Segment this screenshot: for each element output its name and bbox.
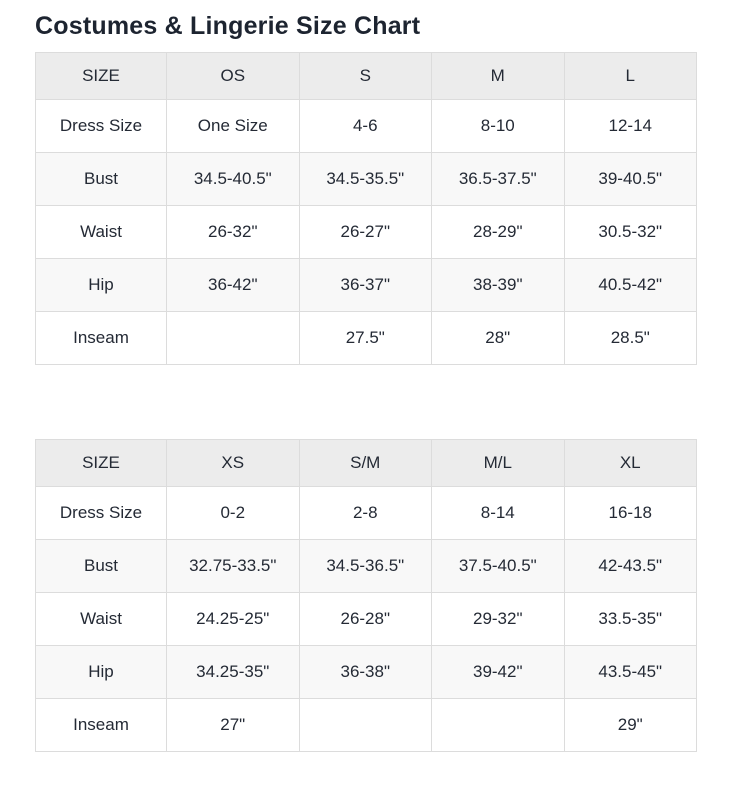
measurement-cell: 42-43.5" [564,540,697,593]
table-row [36,259,697,312]
measurement-cell: 36-38" [299,646,432,699]
column-header: OS [167,53,300,100]
page-title: Costumes & Lingerie Size Chart [35,12,421,40]
table-row [36,699,697,752]
measurement-cell: 40.5-42" [564,259,697,312]
measurement-cell: 36-42" [167,259,300,312]
column-header: S/M [299,440,432,487]
row-label-cell: Inseam [36,312,167,365]
measurement-cell: 12-14 [564,100,697,153]
row-label-cell: Hip [36,259,167,312]
measurement-cell: 30.5-32" [564,206,697,259]
table-header-row [36,53,697,100]
measurement-cell: 34.5-36.5" [299,540,432,593]
measurement-cell: 28-29" [432,206,565,259]
table-row [36,206,697,259]
measurement-cell: 16-18 [564,487,697,540]
measurement-cell: 39-42" [432,646,565,699]
table-row [36,153,697,206]
row-label-cell: Waist [36,593,167,646]
measurement-cell: 4-6 [299,100,432,153]
column-header: M/L [432,440,565,487]
measurement-cell: 36-37" [299,259,432,312]
measurement-cell: 28.5" [564,312,697,365]
measurement-cell [167,312,300,365]
measurement-cell: 27.5" [299,312,432,365]
column-header: SIZE [36,440,167,487]
measurement-cell: One Size [167,100,300,153]
table-header-row [36,440,697,487]
column-header: XS [167,440,300,487]
measurement-cell: 29-32" [432,593,565,646]
measurement-cell: 26-32" [167,206,300,259]
measurement-cell: 34.25-35" [167,646,300,699]
combo-size-chart-table [35,439,697,752]
table-row [36,540,697,593]
measurement-cell: 34.5-35.5" [299,153,432,206]
measurement-cell: 37.5-40.5" [432,540,565,593]
column-header: S [299,53,432,100]
row-label-cell: Inseam [36,699,167,752]
row-label-cell: Waist [36,206,167,259]
table-row [36,100,697,153]
measurement-cell [432,699,565,752]
measurement-cell: 36.5-37.5" [432,153,565,206]
row-label-cell: Dress Size [36,487,167,540]
table-row [36,646,697,699]
measurement-cell: 26-27" [299,206,432,259]
measurement-cell: 0-2 [167,487,300,540]
measurement-cell: 2-8 [299,487,432,540]
measurement-cell: 43.5-45" [564,646,697,699]
table-row [36,312,697,365]
measurement-cell: 33.5-35" [564,593,697,646]
measurement-cell: 34.5-40.5" [167,153,300,206]
table-row [36,487,697,540]
measurement-cell: 32.75-33.5" [167,540,300,593]
measurement-cell: 28" [432,312,565,365]
standard-size-chart-table [35,52,697,365]
column-header: L [564,53,697,100]
table-row [36,593,697,646]
measurement-cell [299,699,432,752]
row-label-cell: Bust [36,153,167,206]
measurement-cell: 8-14 [432,487,565,540]
column-header: XL [564,440,697,487]
measurement-cell: 27" [167,699,300,752]
measurement-cell: 8-10 [432,100,565,153]
measurement-cell: 39-40.5" [564,153,697,206]
column-header: SIZE [36,53,167,100]
measurement-cell: 38-39" [432,259,565,312]
row-label-cell: Hip [36,646,167,699]
measurement-cell: 24.25-25" [167,593,300,646]
column-header: M [432,53,565,100]
row-label-cell: Dress Size [36,100,167,153]
row-label-cell: Bust [36,540,167,593]
measurement-cell: 29" [564,699,697,752]
measurement-cell: 26-28" [299,593,432,646]
